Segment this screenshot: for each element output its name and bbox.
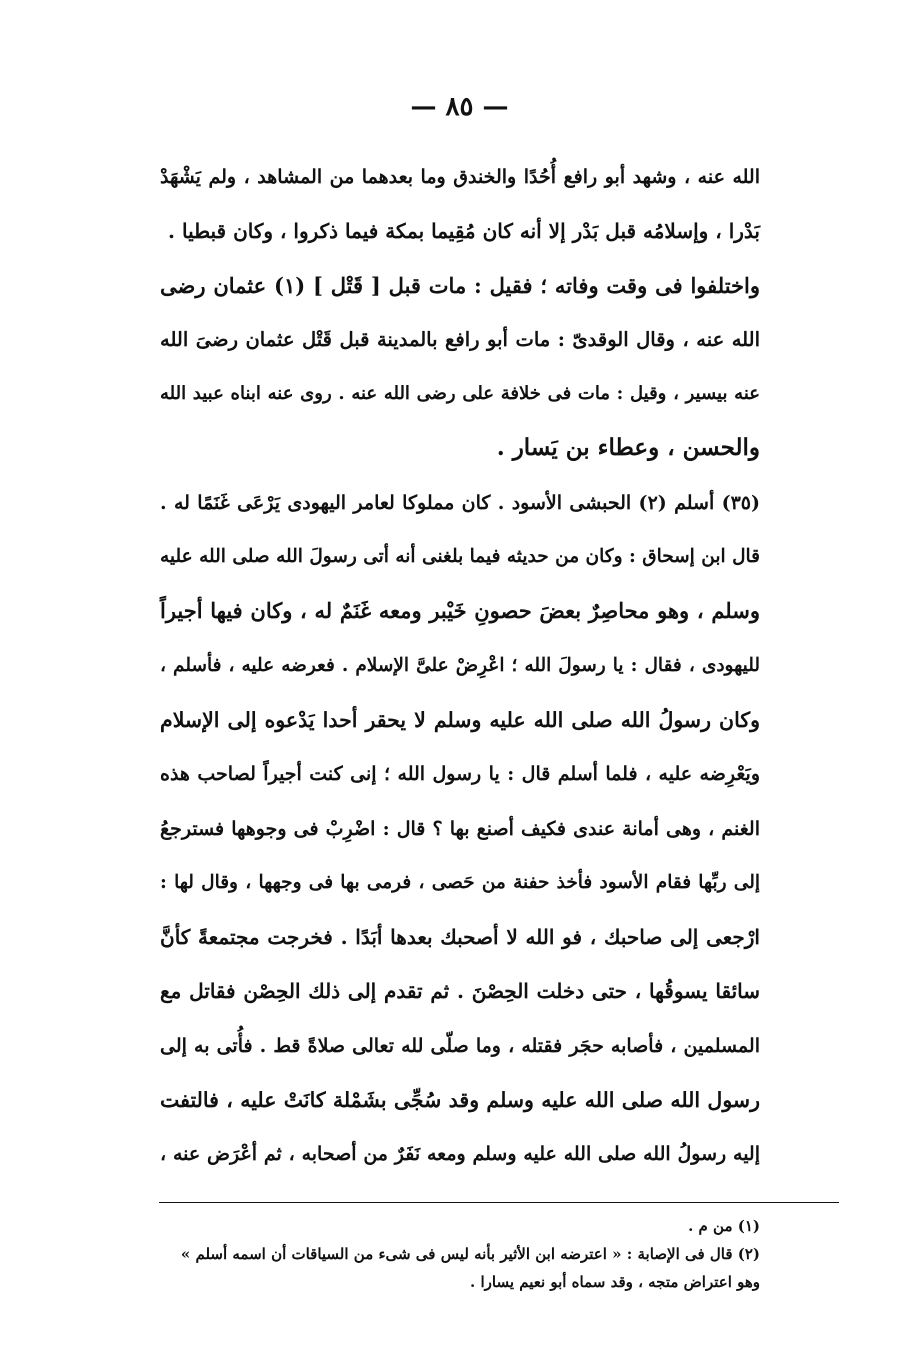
entry-heading-line: (٣٥) أسلم (٢) الحبشى الأسود . كان مملوكا لعامر اليهودى يَرْعَى غَنَمًا له . xyxy=(160,491,761,514)
text-line: ويَعْرِضه عليه ، فلما أسلم قال : يا رسول الله ؛ إنى كنت أجيراً لصاحب هذه xyxy=(160,763,760,786)
text-line: واختلفوا فى وقت وفاته ؛ فقيل : مات قبل [ قَتْل ] (١) عثمان رضى xyxy=(160,272,761,298)
text-line: الله عنه ، وشهد أبو رافع أُحُدًا والخندق وما بعدهما من المشاهد ، ولم يَشْهَدْ xyxy=(160,166,760,188)
text-line: الغنم ، وهى أمانة عندى فكيف أصنع بها ؟ قال : اضْرِبْ فى وجوهها فسترجعُ xyxy=(160,817,760,840)
text-line: إليه رسولُ الله صلى الله عليه وسلم ومعه نَفَرٌ من أصحابه ، ثم أعْرَض عنه ، xyxy=(160,1143,760,1166)
footnote-line: (١) من م . xyxy=(688,1217,760,1235)
text-line: ارْجعى إلى صاحبك ، فو الله لا أصحبك بعدها أبَدًا . فخرجت مجتمعةً كأنَّ xyxy=(160,925,760,950)
text-line: بَدْرا ، وإسلامُه قبل بَدْر إلا أنه كان مُقِيما بمكة فيما ذكروا ، وكان قبطيا . xyxy=(168,219,760,244)
text-line: الله عنه ، وقال الوقدىّ : مات أبو رافع بالمدينة قبل قَتْل عثمان رضىَ الله xyxy=(160,327,760,351)
text-line: إلى ربِّها فقام الأسود فأخذ حفنة من حَصى ، فرمى بها فى وجهها ، وقال لها : xyxy=(160,871,760,893)
text-line: قال ابن إسحاق : وكان من حديثه فيما بلغنى أنه أتى رسولَ الله صلى الله عليه xyxy=(160,546,760,568)
main-text xyxy=(160,150,760,1182)
text-line: لليهودى ، فقال : يا رسولَ الله ؛ اعْرِضْ علىَّ الإسلام . فعرضه عليه ، فأسلم ، xyxy=(160,654,760,676)
footnote-divider xyxy=(159,1202,839,1203)
text-line: المسلمين ، فأصابه حجَر فقتله ، وما صلّى لله تعالى صلاةً قط . فأُتى به إلى xyxy=(160,1034,760,1057)
text-line: سائقا يسوقُها ، حتى دخلت الحِصْنَ . ثم تقدم إلى ذلك الحِصْن فقاتل مع xyxy=(160,979,760,1004)
text-line: وكان رسولُ الله صلى الله عليه وسلم لا يحقر أحدا يَدْعوه إلى الإسلام xyxy=(160,707,760,732)
text-line: رسول الله صلى الله عليه وسلم وقد سُجِّى بشَمْلة كانَتْ عليه ، فالتفت xyxy=(160,1088,760,1113)
page-number: — ٨٥ — xyxy=(410,92,509,122)
text-line: عنه بيسير ، وقيل : مات فى خلافة على رضى الله عنه . روى عنه ابناه عبيد الله xyxy=(160,383,760,405)
text-line: والحسن ، وعطاء بن يَسار . xyxy=(496,434,760,462)
text-line: وسلم ، وهو محاصِرٌ بعضَ حصونِ خَيْبر ومعه غَنَمٌ له ، وكان فيها أجيراً xyxy=(160,598,760,624)
footnote-line: (٢) قال فى الإصابة : « اعترضه ابن الأثير بأنه ليس فى شىء من السياقات أن اسمه أسلم » xyxy=(180,1245,760,1263)
footnotes xyxy=(160,1212,760,1296)
footnote-line: وهو اعتراض متجه ، وقد سماه أبو نعيم يسارا . xyxy=(470,1273,760,1291)
